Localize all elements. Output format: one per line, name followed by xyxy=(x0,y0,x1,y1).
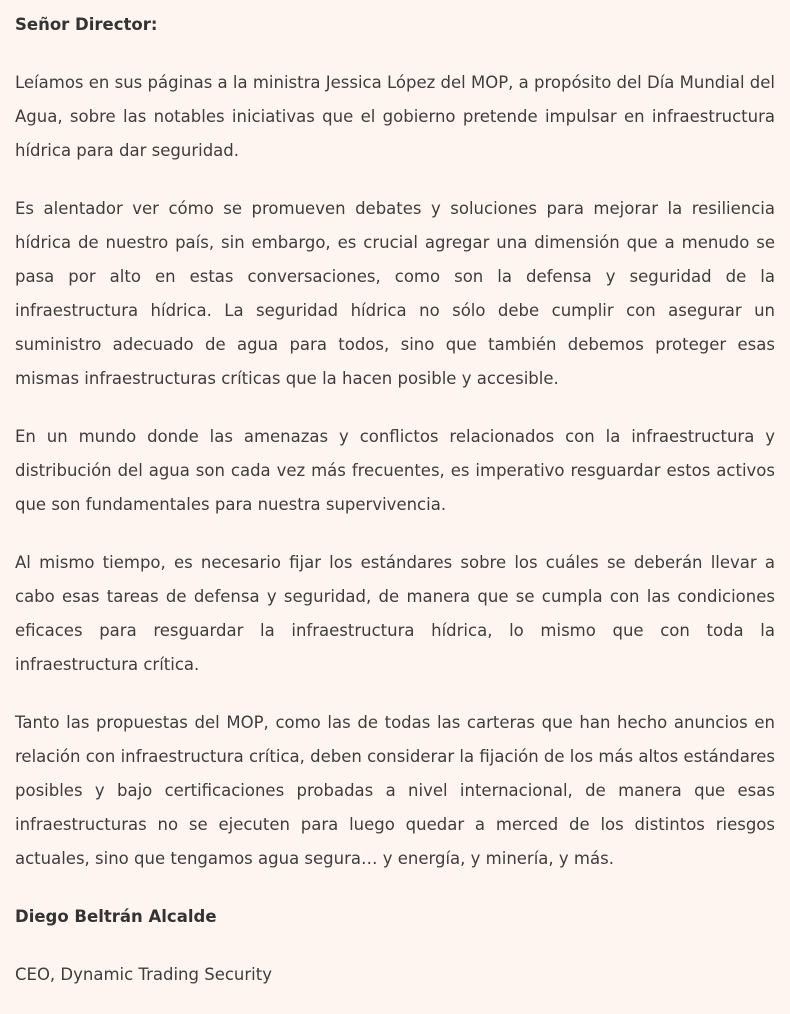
letter-paragraph: En un mundo donde las amenazas y conflictos relacionados con la infraestructura y distribución del agua son cada vez más frecuentes, es imperativo resguardar estos activos que son fundamentales para nuestra supervivencia. xyxy=(15,427,775,514)
signature-name: Diego Beltrán Alcalde xyxy=(15,907,217,926)
letter-paragraph: Es alentador ver cómo se promueven debates y soluciones para mejorar la resiliencia hídrica de nuestro país, sin embargo, es crucial agregar una dimensión que a menudo se pasa por alto en estas conversaciones, como son la defensa y seguridad de la infraestructura hídrica. La seguridad hídrica no sólo debe cumplir con asegurar un suministro adecuado de agua para todos, sino que también debemos proteger esas mismas infraestructuras críticas que la hacen posible y accesible. xyxy=(15,199,775,388)
letter-paragraph: Leíamos en sus páginas a la ministra Jessica López del MOP, a propósito del Día Mundial del Agua, sobre las notables iniciativas que el gobierno pretende impulsar en infraestructura hídrica para dar seguridad. xyxy=(15,73,775,160)
letter-paragraph: Al mismo tiempo, es necesario fijar los estándares sobre los cuáles se deberán llevar a cabo esas tareas de defensa y seguridad, de manera que se cumpla con las condiciones eficaces para resguardar la infraestructura hídrica, lo mismo que con toda la infraestructura crítica. xyxy=(15,553,775,674)
letter-paragraph: Tanto las propuestas del MOP, como las de todas las carteras que han hecho anuncios en relación con infraestructura crítica, deben considerar la fijación de los más altos estándares posibles y bajo certificaciones probadas a nivel internacional, de manera que esas infraestructuras no se ejecuten para luego quedar a merced de los distintos riesgos actuales, sino que tengamos agua segura… y energía, y minería, y más. xyxy=(15,713,775,868)
letter-salutation: Señor Director: xyxy=(15,15,158,34)
signature-title: CEO, Dynamic Trading Security xyxy=(15,965,272,984)
